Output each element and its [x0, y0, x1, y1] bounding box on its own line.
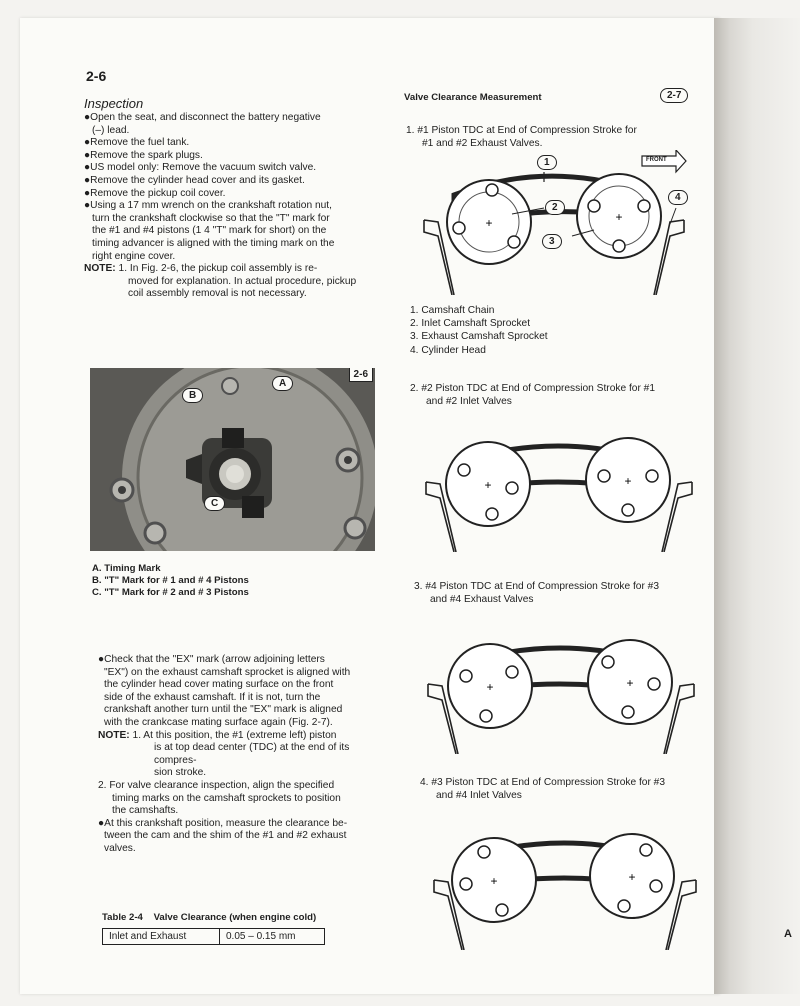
note-block: [84, 263, 376, 276]
svg-text:+: +: [615, 210, 623, 224]
step-line: timing advancer is aligned with the timing mark on the: [92, 237, 335, 249]
caption-line: B. "T" Mark for # 1 and # 4 Pistons: [92, 575, 249, 586]
caption-line: C. "T" Mark for # 2 and # 3 Pistons: [92, 587, 249, 598]
callout-2: 2: [545, 200, 565, 215]
photo-marker-a: A: [272, 376, 293, 391]
note-line: sion stroke.: [154, 767, 207, 779]
tdc-item-3: [414, 580, 714, 606]
caption-line: A. Timing Mark: [92, 563, 161, 574]
step-line: ●Remove the spark plugs.: [84, 149, 203, 161]
callout-1: 1: [537, 155, 557, 170]
svg-text:+: +: [626, 676, 634, 690]
note-line: ●At this crankshaft position, measure the clearance be-: [98, 817, 348, 829]
camshaft-diagram-2: [420, 432, 700, 552]
item-line: and #4 Inlet Valves: [436, 790, 522, 801]
note-block: [98, 730, 390, 743]
valve-clearance-table: [102, 928, 325, 945]
svg-text:+: +: [490, 874, 498, 888]
check-line: ●Check that the "EX" mark (arrow adjoining letters: [98, 654, 325, 665]
table-cell: Inlet and Exhaust: [103, 929, 220, 945]
note-line: valves.: [104, 842, 136, 854]
svg-text:+: +: [624, 474, 632, 488]
item-line: #1 and #2 Exhaust Valves.: [422, 138, 543, 149]
photo-marker-b: B: [182, 388, 203, 403]
svg-text:+: +: [486, 680, 494, 694]
page-number: 2-6: [86, 68, 107, 84]
callout-3: 3: [542, 234, 562, 249]
table-cell: 0.05 – 0.15 mm: [220, 929, 325, 945]
step-line: ●Remove the fuel tank.: [84, 137, 190, 149]
camshaft-diagram-1: [414, 150, 694, 295]
step-line: ●Using a 17 mm wrench on the crankshaft rotation nut,: [84, 200, 332, 212]
svg-text:+: +: [484, 478, 492, 492]
table-caption: Valve Clearance (when engine cold): [153, 912, 317, 923]
note-line: moved for explanation. In actual procedure, pickup: [128, 275, 357, 287]
tdc-item-1: [406, 124, 706, 150]
check-line: crankshaft another turn until the "EX" mark is aligned: [104, 704, 343, 716]
timing-mark-photo: [90, 368, 375, 551]
tdc-item-2: [410, 382, 710, 408]
figure-label: 2-7: [660, 88, 688, 103]
step-line: (–) lead.: [92, 124, 130, 136]
check-line: the cylinder head cover mating surface on the front: [104, 679, 334, 691]
step-line: right engine cover.: [92, 250, 176, 262]
note-line: 2. For valve clearance inspection, align the specified: [98, 779, 335, 791]
svg-text:+: +: [485, 216, 493, 230]
step-line: ●US model only: Remove the vacuum switch valve.: [84, 162, 317, 174]
step-line: turn the crankshaft clockwise so that the "T" mark for: [92, 212, 330, 224]
book-binding-shadow: [714, 18, 800, 994]
front-label: FRONT: [646, 157, 667, 163]
check-line: side of the exhaust camshaft. If it is not, turn the: [104, 691, 321, 703]
legend-item: 4. Cylinder Head: [410, 344, 486, 356]
svg-text:+: +: [628, 870, 636, 884]
item-line: and #4 Exhaust Valves: [430, 594, 534, 605]
note-line: tween the cam and the shim of the #1 and #2 exhaust: [104, 830, 347, 842]
item-line: 3. #4 Piston TDC at End of Compression Stroke for #3: [414, 581, 659, 592]
item-line: 1. #1 Piston TDC at End of Compression Stroke for: [406, 125, 637, 136]
note-line: 1. At this position, the #1 (extreme left) piston: [132, 729, 337, 741]
photo-marker-c: C: [204, 496, 225, 511]
note-line: the camshafts.: [112, 805, 179, 817]
figure-label: 2-6: [349, 368, 373, 382]
tdc-item-4: [420, 776, 720, 802]
legend-item: 2. Inlet Camshaft Sprocket: [410, 318, 531, 330]
next-page-edge-letter: A: [784, 928, 792, 940]
check-instructions: [98, 654, 390, 856]
photo-captions: [92, 563, 249, 599]
section-header: Valve Clearance Measurement: [404, 92, 542, 103]
note-line: coil assembly removal is not necessary.: [128, 288, 307, 300]
section-title: Inspection: [84, 96, 144, 111]
table-row: [103, 929, 325, 945]
step-line: ●Remove the pickup coil cover.: [84, 187, 226, 199]
camshaft-diagram-3: [422, 632, 702, 754]
engine-cover-photo-illustration: [90, 368, 375, 551]
step-line: ●Remove the cylinder head cover and its gasket.: [84, 174, 305, 186]
table-number: Table 2-4: [102, 912, 143, 923]
item-line: and #2 Inlet Valves: [426, 396, 512, 407]
callout-4: 4: [668, 190, 688, 205]
diagram-legend: [410, 304, 548, 357]
legend-item: 3. Exhaust Camshaft Sprocket: [410, 331, 548, 343]
check-line: "EX") on the exhaust camshaft sprocket is aligned with: [104, 666, 351, 678]
item-line: 4. #3 Piston TDC at End of Compression Stroke for #3: [420, 777, 665, 788]
note-line: is at top dead center (TDC) at the end of its compres-: [154, 742, 350, 766]
step-line: ●Open the seat, and disconnect the battery negative: [84, 112, 321, 123]
legend-item: 1. Camshaft Chain: [410, 305, 495, 316]
check-line: with the crankcase mating surface again (Fig. 2-7).: [104, 716, 333, 728]
table-heading: [102, 912, 316, 924]
camshaft-diagram-4: [428, 828, 704, 950]
item-line: 2. #2 Piston TDC at End of Compression Stroke for #1: [410, 383, 655, 394]
note-line: timing marks on the camshaft sprockets to position: [112, 792, 341, 804]
step-line: the #1 and #4 pistons (1 4 "T" mark for short) on the: [92, 225, 327, 237]
note-label: NOTE:: [84, 263, 116, 275]
inspection-steps: [84, 112, 376, 301]
note-label: NOTE:: [98, 729, 130, 741]
note-line: 1. In Fig. 2-6, the pickup coil assembly is re-: [118, 263, 318, 275]
